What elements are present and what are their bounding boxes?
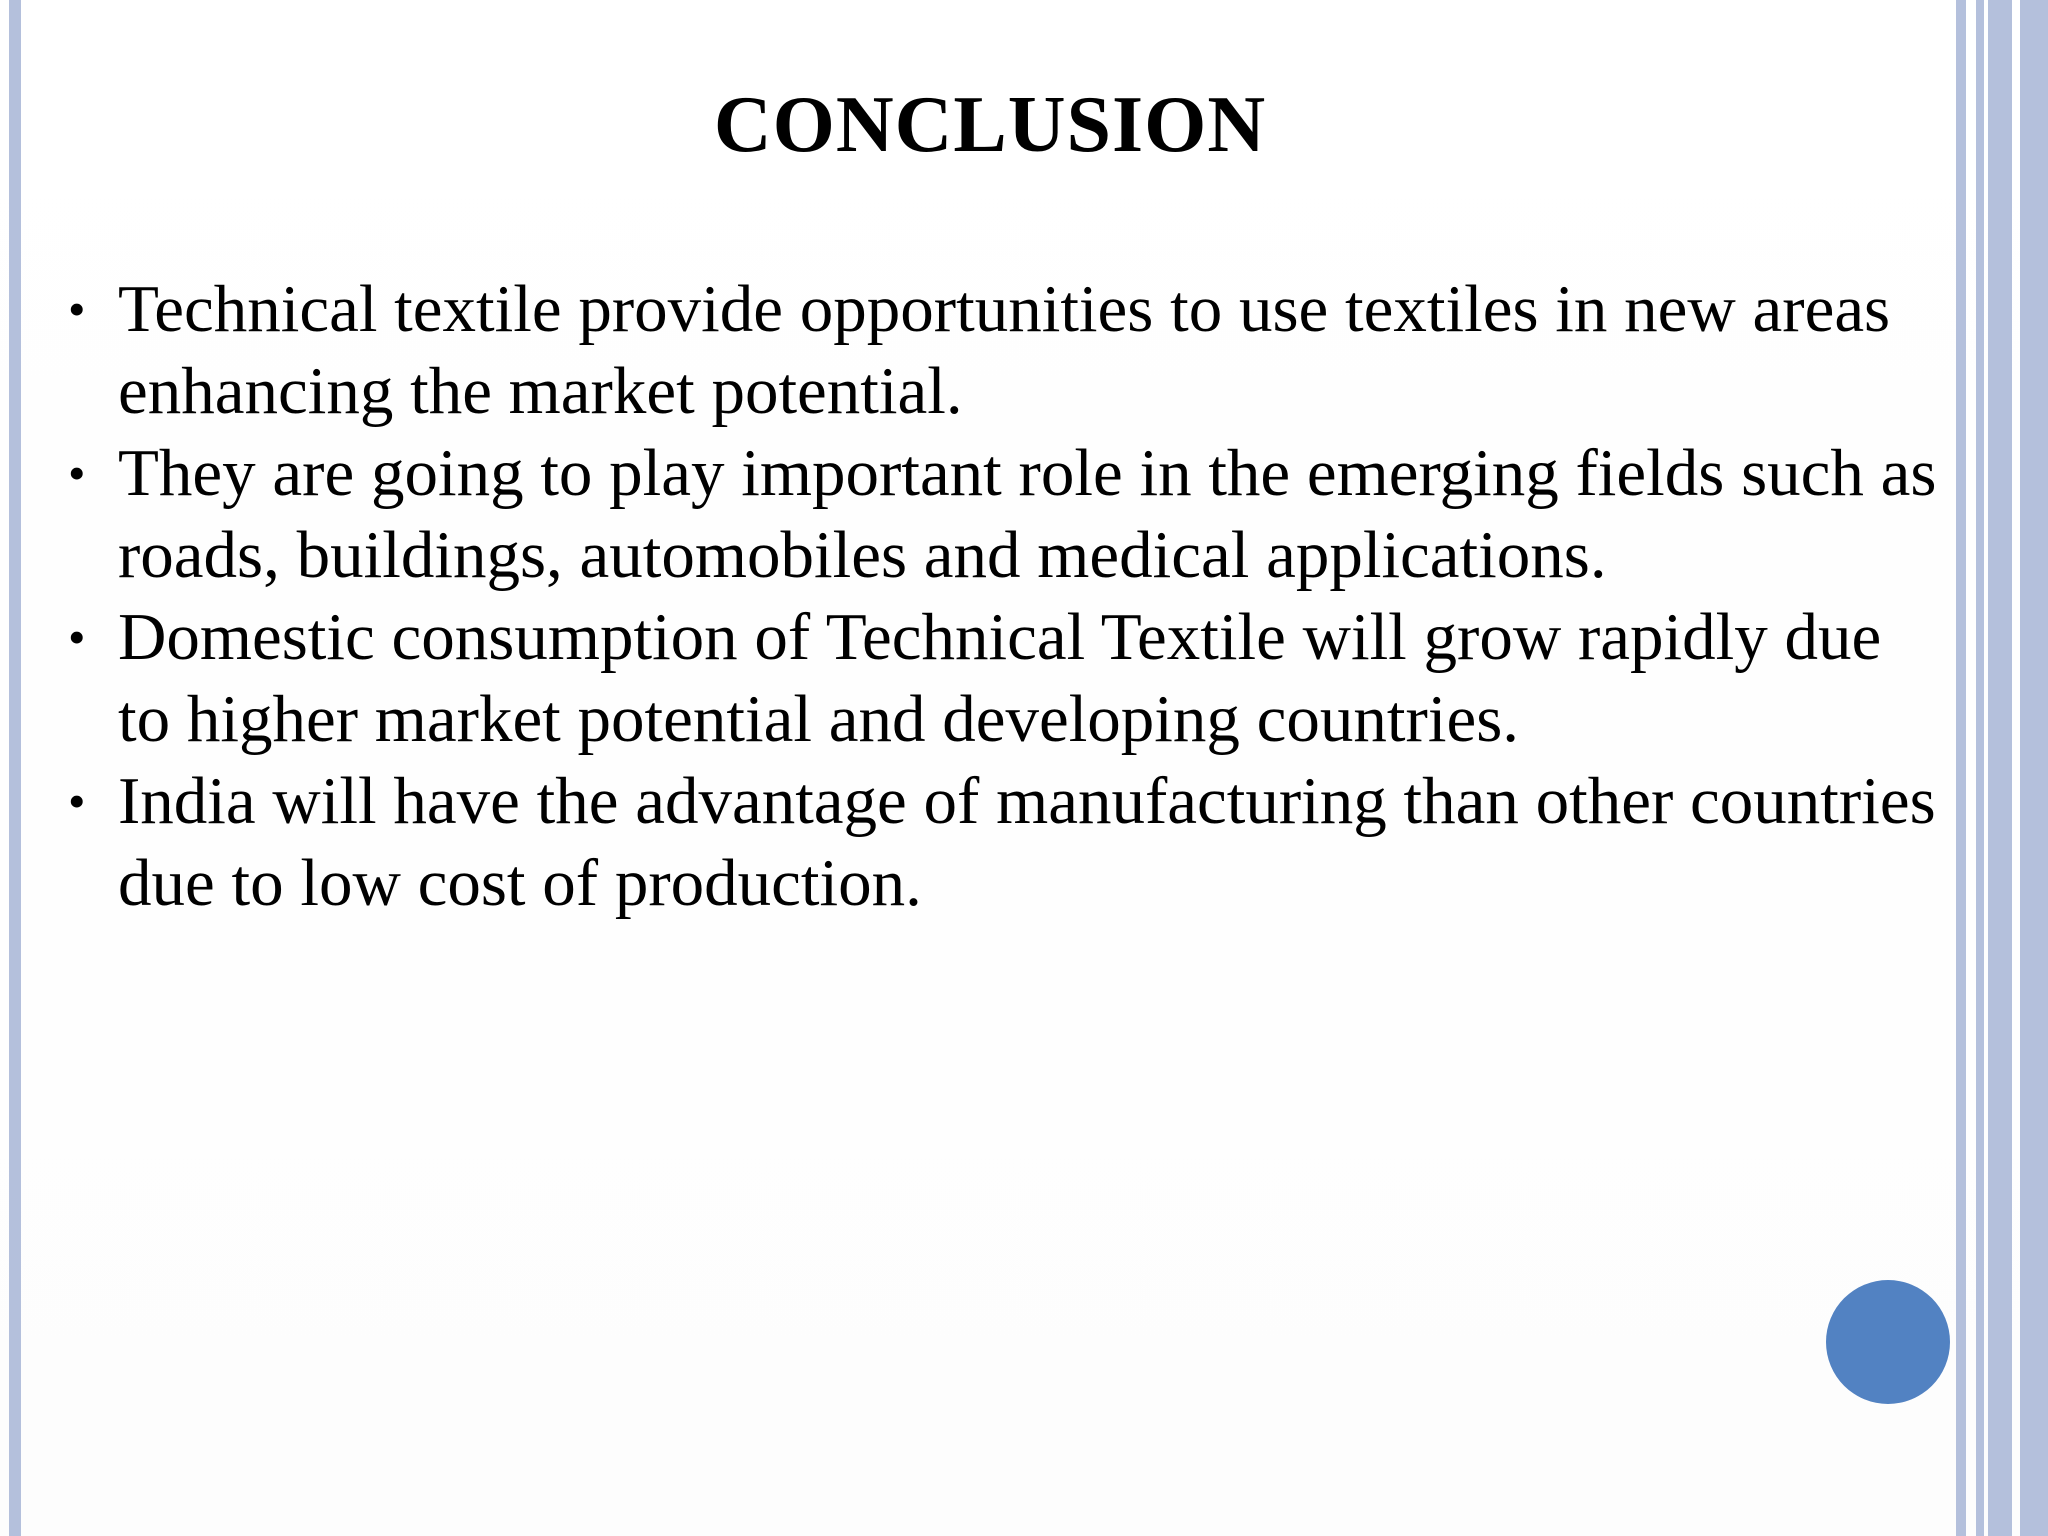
right-border-decoration <box>1988 0 2012 1536</box>
right-border-decoration <box>1956 0 1966 1536</box>
bullet-item <box>68 432 1948 596</box>
left-border-decoration <box>9 0 21 1536</box>
bullet-item <box>68 596 1948 760</box>
bullet-item <box>68 760 1948 924</box>
slide-title: CONCLUSION <box>713 81 1267 169</box>
circle-decoration <box>1826 1280 1950 1404</box>
bullet-icon: • <box>68 609 86 665</box>
bullet-item <box>68 268 1948 432</box>
bullet-text: Domestic consumption of Technical Textile will grow rapidly due to higher market potential and developing countries. <box>118 600 1882 756</box>
bullet-text: India will have the advantage of manufacturing than other countries due to low cost of production. <box>118 764 1936 920</box>
bullet-list <box>68 268 1948 924</box>
bullet-text: Technical textile provide opportunities to use textiles in new areas enhancing the market potential. <box>118 272 1891 428</box>
bullet-icon: • <box>68 773 86 829</box>
bullet-icon: • <box>68 281 86 337</box>
bullet-text: They are going to play important role in the emerging fields such as roads, buildings, automobiles and medical applications. <box>118 436 1937 592</box>
right-border-decoration <box>1976 0 1984 1536</box>
bullet-icon: • <box>68 445 86 501</box>
right-border-decoration <box>2020 0 2048 1536</box>
